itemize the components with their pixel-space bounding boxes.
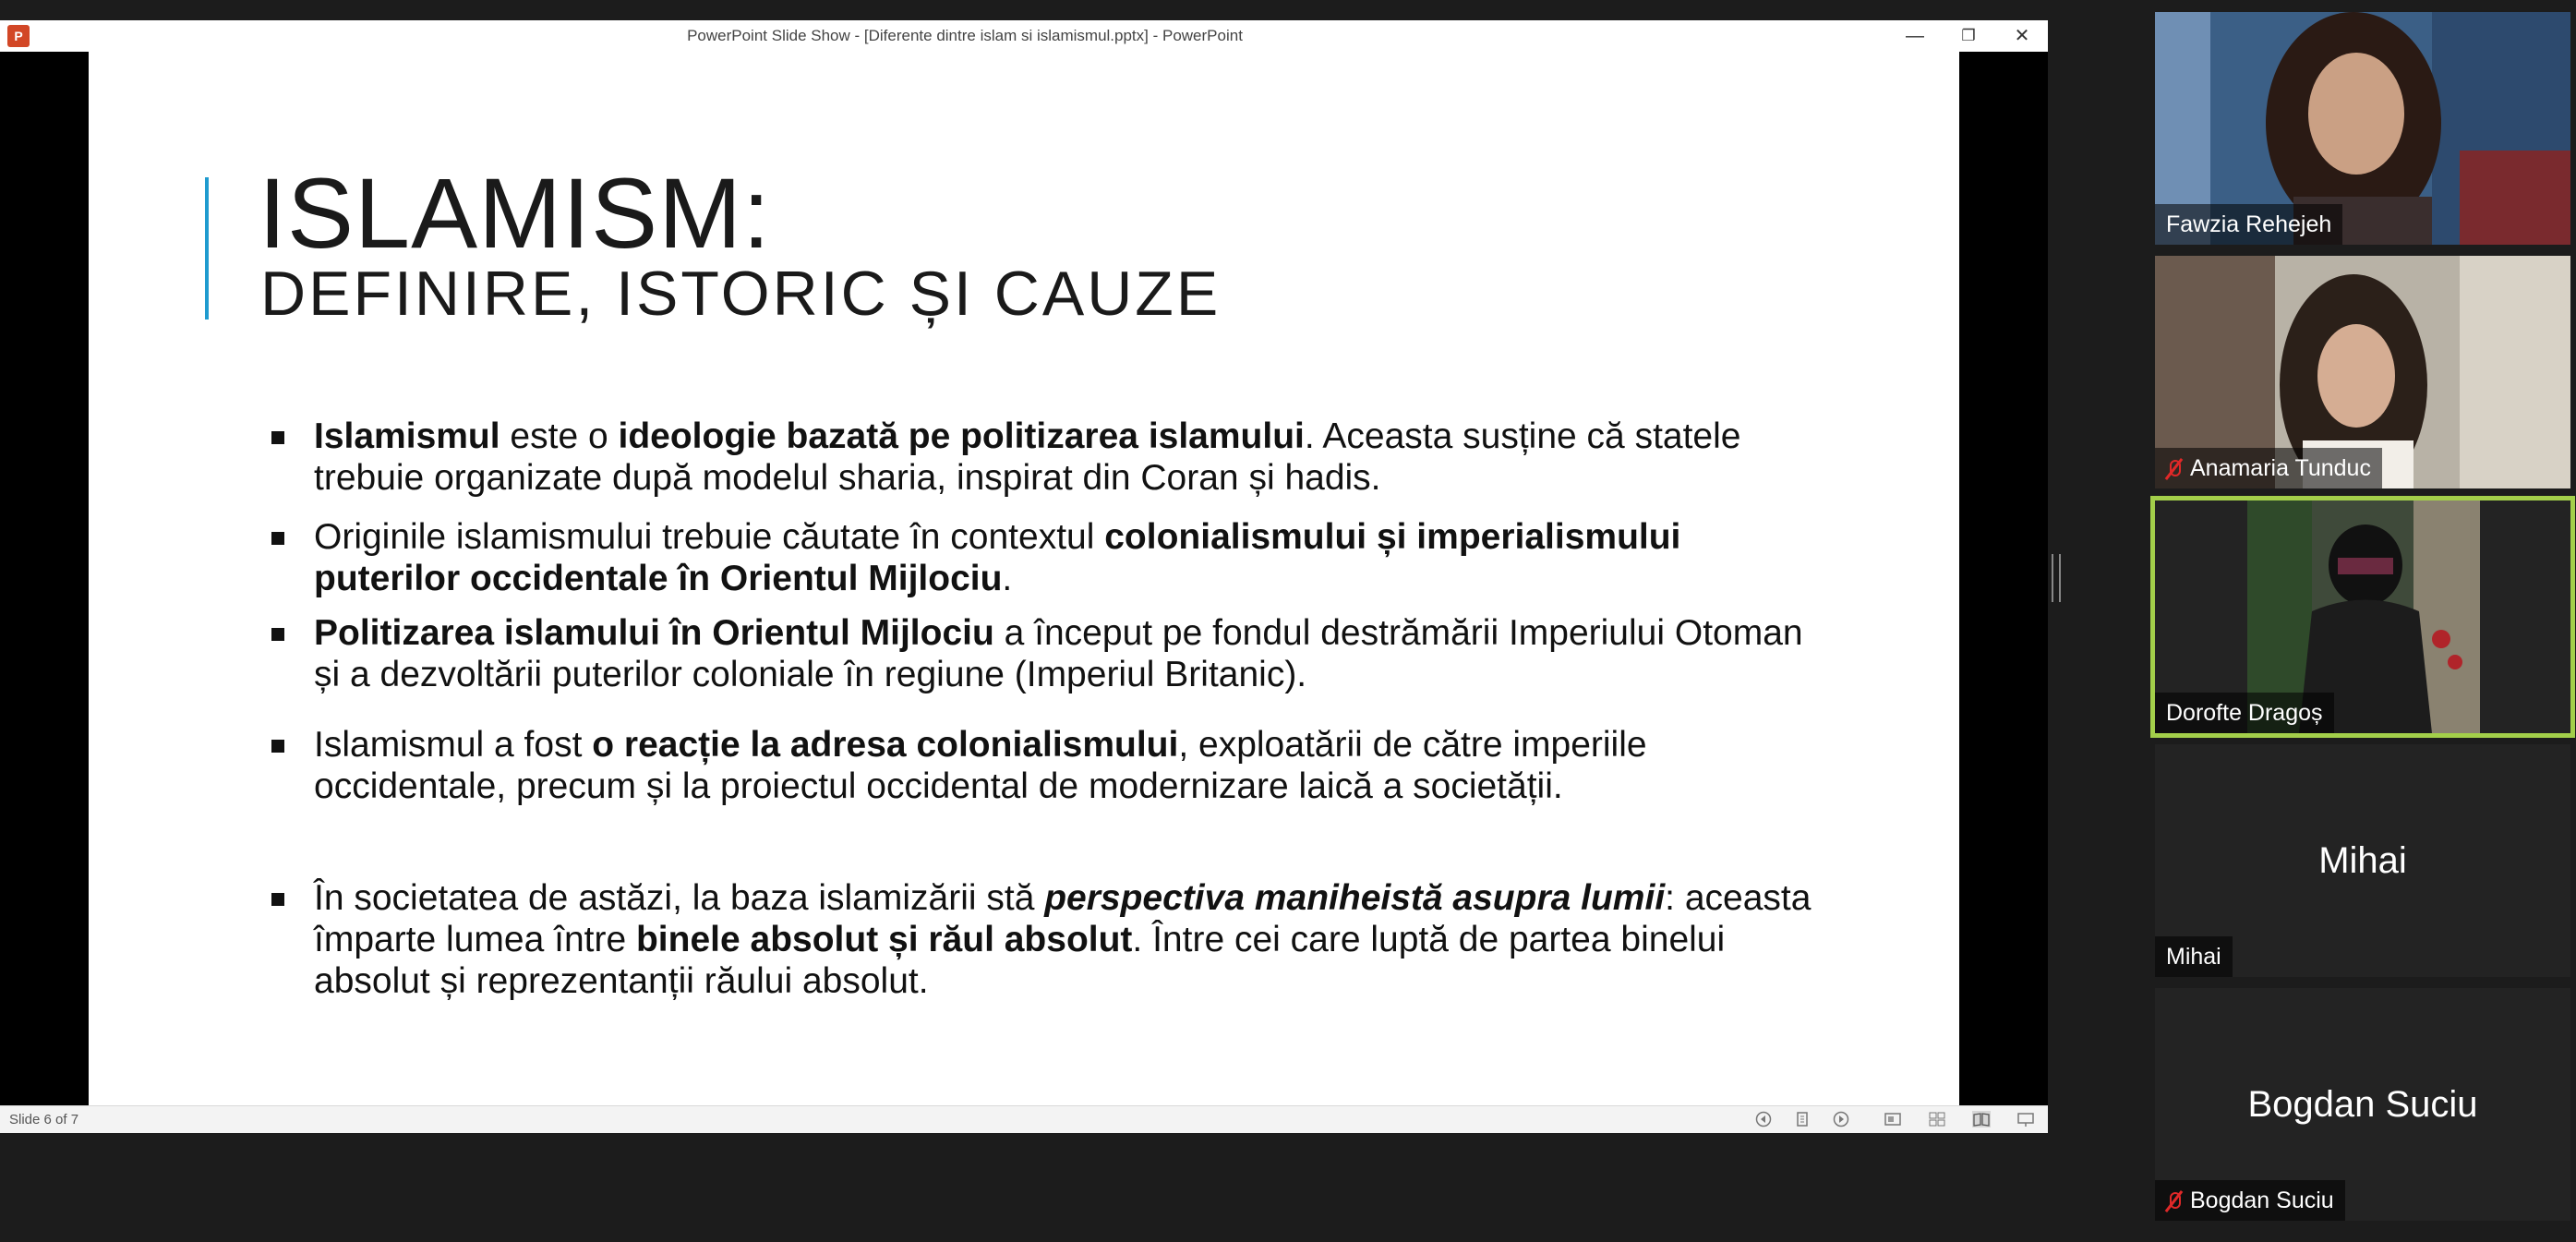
powerpoint-window bbox=[0, 20, 2048, 1132]
slide-show-view-icon[interactable] bbox=[2016, 1111, 2035, 1127]
participant-name-label bbox=[2155, 1180, 2345, 1221]
bullet-text bbox=[314, 416, 1828, 499]
bullet-marker bbox=[271, 431, 284, 444]
bullet-segment: este o bbox=[500, 416, 619, 456]
slide-subtitle: DEFINIRE, ISTORIC ȘI CAUZE bbox=[260, 259, 1222, 329]
microphone-muted-icon bbox=[2166, 1190, 2181, 1212]
participant-name-label bbox=[2155, 936, 2233, 977]
panel-split-handle[interactable] bbox=[2052, 554, 2061, 602]
slide-sorter-icon[interactable] bbox=[1928, 1111, 1946, 1127]
status-bar bbox=[0, 1105, 2048, 1133]
participant-tile[interactable] bbox=[2155, 12, 2570, 245]
bullet-marker bbox=[271, 893, 284, 906]
participant-tile[interactable] bbox=[2155, 256, 2570, 488]
bullet-segment: . Aceasta susține că statele trebuie organizate după modelul sharia, inspirat din Coran și hadis. bbox=[314, 416, 1741, 498]
bullet-segment: În societatea de astăzi, la baza islamizării stă bbox=[314, 878, 1045, 918]
participant-tile[interactable] bbox=[2155, 744, 2570, 977]
participant-name: Dorofte Dragoș bbox=[2166, 700, 2323, 726]
bullet-segment: ideologie bazată pe politizarea islamului bbox=[618, 416, 1305, 456]
participant-name: Fawzia Rehejeh bbox=[2166, 211, 2332, 237]
bullet-segment: . bbox=[1002, 559, 1013, 598]
bullet-segment: : aceasta împarte lumea între bbox=[314, 878, 1812, 959]
participant-display-name: Mihai bbox=[2318, 840, 2407, 881]
next-slide-icon[interactable] bbox=[1832, 1111, 1850, 1127]
bullet-segment: Islamismul a fost bbox=[314, 725, 593, 765]
bullet-segment: perspectiva maniheistă asupra lumii bbox=[1044, 878, 1666, 918]
participant-name: Anamaria Tunduc bbox=[2190, 455, 2371, 481]
slide-menu-icon[interactable] bbox=[1793, 1111, 1812, 1127]
slide-show-area bbox=[0, 52, 2048, 1105]
close-button[interactable]: ✕ bbox=[2014, 26, 2030, 46]
bullet-segment: Originile islamismului trebuie căutate în contextul bbox=[314, 517, 1105, 557]
bullet-segment: colonialismului și imperialismului puterilor occidentale în Orientul Mijlociu bbox=[314, 517, 1681, 598]
bullet-marker bbox=[271, 740, 284, 753]
bullet-segment: Politizarea islamului în Orientul Mijlociu bbox=[314, 613, 994, 653]
bullet-segment: Islamismul bbox=[314, 416, 500, 456]
reading-view-icon[interactable] bbox=[1972, 1111, 1991, 1127]
window-title: PowerPoint Slide Show - [Diferente dintre islam si islamismul.pptx] - PowerPoint bbox=[687, 27, 1243, 44]
participant-display-name: Bogdan Suciu bbox=[2247, 1084, 2478, 1125]
participant-name: Bogdan Suciu bbox=[2190, 1188, 2334, 1213]
slide[interactable] bbox=[89, 52, 1959, 1105]
microphone-muted-icon bbox=[2166, 458, 2181, 480]
bullet-segment: binele absolut și răul absolut bbox=[635, 920, 1133, 959]
bullet-segment: . Între cei care luptă de partea binelui absolut și reprezentanții răului absolut. bbox=[314, 920, 1726, 1001]
bullet-marker bbox=[271, 532, 284, 545]
participant-tile[interactable] bbox=[2155, 988, 2570, 1221]
minimize-button[interactable]: — bbox=[1906, 26, 1924, 46]
restore-button[interactable]: ❐ bbox=[1961, 27, 1976, 44]
bullet-segment: o reacție la adresa colonialismului bbox=[592, 725, 1179, 765]
bullet-text bbox=[314, 516, 1828, 599]
participant-tile-active-speaker[interactable] bbox=[2150, 496, 2575, 738]
slide-counter: Slide 6 of 7 bbox=[9, 1112, 79, 1127]
slide-title: ISLAMISM: bbox=[259, 157, 772, 269]
powerpoint-app-icon[interactable]: P bbox=[7, 25, 30, 47]
bullet-marker bbox=[271, 628, 284, 641]
bullet-segment: , exploatării de către imperiile occidentale, precum și la proiectul occidental de modernizare laică a societății. bbox=[314, 725, 1647, 806]
title-accent-line bbox=[205, 177, 209, 320]
participant-name-label bbox=[2155, 448, 2382, 488]
normal-view-icon[interactable] bbox=[1884, 1111, 1902, 1127]
participant-name-label bbox=[2155, 693, 2334, 733]
participant-name-label bbox=[2155, 204, 2342, 245]
bullet-text bbox=[314, 724, 1828, 807]
previous-slide-icon[interactable] bbox=[1754, 1111, 1773, 1127]
participant-name: Mihai bbox=[2166, 944, 2221, 970]
bullet-text bbox=[314, 877, 1828, 1002]
title-bar bbox=[0, 20, 2048, 53]
bullet-segment: a început pe fondul destrămării Imperiului Otoman și a dezvoltării puterilor coloniale în regiune (Imperiul Britanic). bbox=[314, 613, 1803, 694]
bullet-text bbox=[314, 612, 1828, 695]
